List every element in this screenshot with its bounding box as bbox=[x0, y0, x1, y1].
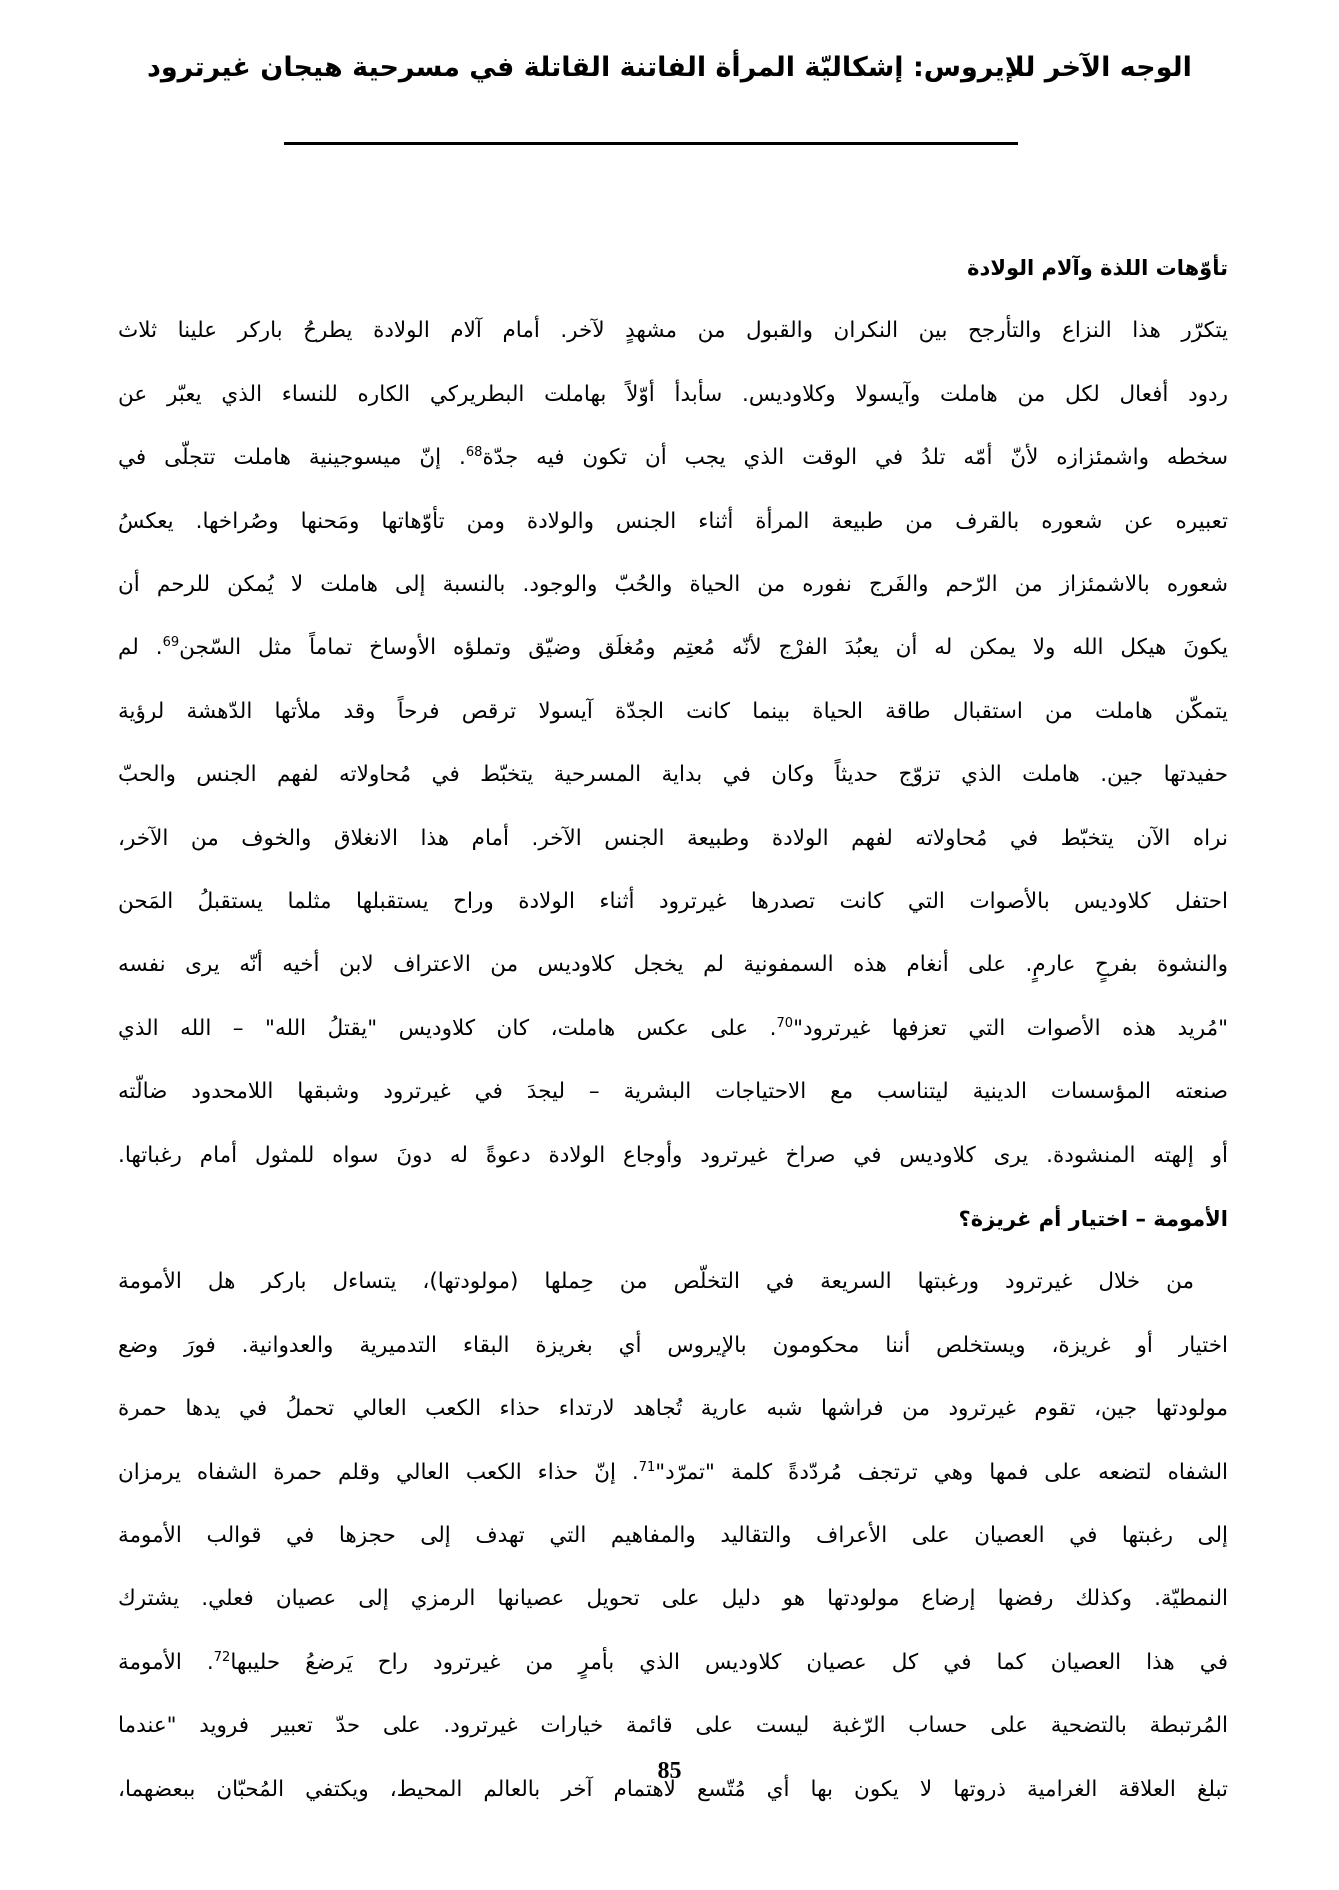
paragraph-line bbox=[118, 1516, 1228, 1556]
line-text: حفيدتها جين. هاملت الذي تزوّج حديثاً وكان في بداية المسرحية يتخبّط في مُحاولاته لفهم الجنس والحبّ bbox=[118, 762, 1228, 788]
line-text: صنعته المؤسسات الدينية ليتناسب مع الاحتياجات البشرية – ليجدَ في غيرترود وشبقها اللامحدود ضالّته bbox=[118, 1079, 1228, 1105]
paragraph-line bbox=[118, 1706, 1228, 1746]
line-text: الشفاه لتضعه على فمها وهي ترتجف مُردّدةً كلمة "تمرّد" bbox=[655, 1459, 1228, 1485]
paragraph-line bbox=[118, 502, 1228, 542]
line-text: شعوره بالاشمئزاز من الرّحم والفَرج نفوره من الحياة والحُبّ والوجود. بالنسبة إلى هاملت لا يُمكن للرحم أن bbox=[118, 572, 1228, 597]
line-text: تعبيره عن شعوره بالقرف من طبيعة المرأة أثناء الجنس والولادة ومن تأوّهاتها ومَحنها وصُراخها. يعكسُ bbox=[118, 508, 1228, 534]
line-text: . إنّ حذاء الكعب العالي وقلم حمرة الشفاه يرمزان bbox=[118, 1459, 639, 1485]
line-text: يتمكّن هاملت من استقبال طاقة الحياة بينما كانت الجدّة آيسولا ترقص فرحاً وقد ملأتها الدّهشة لرؤية bbox=[118, 698, 1228, 724]
line-text: . لم bbox=[118, 635, 163, 661]
paragraph-line bbox=[118, 1579, 1228, 1619]
paragraph-line bbox=[118, 945, 1228, 985]
footnote-ref: 69 bbox=[162, 635, 180, 651]
paragraph-line bbox=[118, 628, 1228, 668]
line-text: النمطيّة. وكذلك رفضها إرضاع مولودتها هو دليل على تحويل عصيانها الرمزي إلى عصيان فعلي. يشترك bbox=[118, 1586, 1228, 1612]
line-text: الأمومة – اختيار أم غريزة؟ bbox=[958, 1207, 1228, 1231]
line-text: أو إلهته المنشودة. يرى كلاوديس في صراخ غيرترود وأوجاع الولادة دعوةً له دونَ سواه للمثول أمام رغباتها. bbox=[118, 1142, 1228, 1168]
line-text: اختيار أو غريزة، ويستخلص أننا محكومون بالإيروس أي بغريزة البقاء التدميرية والعدوانية. فورَ وضع bbox=[118, 1332, 1228, 1358]
paragraph-line bbox=[118, 819, 1228, 859]
paragraph-line bbox=[118, 1009, 1228, 1049]
line-text: "مُريد هذه الأصوات التي تعزفها غيرترود" bbox=[793, 1015, 1228, 1041]
paragraph-line bbox=[118, 1389, 1228, 1429]
paragraph-line bbox=[118, 1072, 1228, 1112]
line-text: احتفل كلاوديس بالأصوات التي كانت تصدرها غيرترود أثناء الولادة وراح يستقبلها مثلما يستقبلُ المَحن bbox=[118, 889, 1228, 914]
line-text: ردود أفعال لكل من هاملت وآيسولا وكلاوديس. سأبدأ أوّلاً بهاملت البطريركي الكاره للنساء الذي يعبّر عن bbox=[118, 381, 1228, 407]
page-number: 85 bbox=[657, 1758, 682, 1784]
line-text: من خلال غيرترود ورغبتها السريعة في التخلّص من حِملها (مولودتها)، يتساءل باركر هل الأمومة bbox=[118, 1269, 1194, 1295]
paragraph-line bbox=[118, 1262, 1228, 1302]
line-text: مولودتها جين، تقوم غيرترود من فراشها شبه عارية تُجاهد لارتداء حذاء الكعب العالي تحملُ في يدها حمرة bbox=[118, 1396, 1228, 1422]
line-text: سخطه واشمئزازه لأنّ أمّه تلدُ في الوقت الذي يجب أن تكون فيه جدّة bbox=[482, 445, 1228, 471]
paragraph-line bbox=[118, 438, 1228, 478]
paragraph-line bbox=[118, 882, 1228, 922]
paragraph-line bbox=[118, 565, 1228, 605]
header-divider bbox=[284, 142, 1018, 145]
line-text: في هذا العصيان كما في كل عصيان كلاوديس الذي بأمرٍ من غيرترود راح يَرضعُ حليبها bbox=[230, 1649, 1228, 1675]
paragraph-line bbox=[118, 1136, 1228, 1176]
line-text: المُرتبطة بالتضحية على حساب الرّغبة ليست على قائمة خيارات غيرترود. على حدّ تعبير فرويد "عندما bbox=[118, 1713, 1228, 1739]
section-heading bbox=[118, 1199, 1228, 1239]
line-text: . الأمومة bbox=[118, 1649, 214, 1675]
paragraph-line bbox=[118, 1643, 1228, 1683]
running-header-title: الوجه الآخر للإيروس: إشكاليّة المرأة الفاتنة القاتلة في مسرحية هيجان غيرترود bbox=[147, 52, 1192, 83]
line-text: نراه الآن يتخبّط في مُحاولاته لفهم الولادة وطبيعة الجنس الآخر. أمام هذا الانغلاق والخوف من الآخر، bbox=[118, 825, 1228, 851]
line-text: تبلغ العلاقة الغرامية ذروتها لا يكون بها أي مُتّسع لاهتمام آخر بالعالم المحيط، ويكتفي المُحبّان ببعضهما، bbox=[118, 1776, 1228, 1802]
footnote-ref: 72 bbox=[213, 1649, 231, 1665]
line-text: تأوّهات اللذة وآلام الولادة bbox=[967, 256, 1228, 280]
footnote-ref: 71 bbox=[638, 1459, 656, 1475]
line-text: يكونَ هيكل الله ولا يمكن له أن يعبُدَ الفرْج لأنّه مُعتِم ومُغلَق وضيّق وتملؤه الأوساخ تماماً مثل السّجن bbox=[179, 635, 1228, 661]
line-text: . إنّ ميسوجينية هاملت تتجلّى في bbox=[118, 445, 466, 471]
line-text: إلى رغبتها في العصيان على الأعراف والتقاليد والمفاهيم التي تهدف إلى حجزها في قوالب الأمومة bbox=[118, 1523, 1228, 1548]
line-text: يتكرّر هذا النزاع والتأرجح بين النكران والقبول من مشهدٍ لآخر. أمام آلام الولادة يطرحُ باركر علينا ثلاث bbox=[118, 318, 1228, 344]
paragraph-line bbox=[118, 375, 1228, 415]
paragraph-line bbox=[118, 1326, 1228, 1366]
section-heading bbox=[118, 248, 1228, 288]
footnote-ref: 68 bbox=[465, 445, 483, 461]
line-text: . على عكس هاملت، كان كلاوديس "يقتلُ الله" – الله الذي bbox=[118, 1015, 777, 1041]
paragraph-line bbox=[118, 311, 1228, 351]
paragraph-line bbox=[118, 1453, 1228, 1493]
footnote-ref: 70 bbox=[776, 1015, 794, 1031]
paragraph-line bbox=[118, 755, 1228, 795]
line-text: والنشوة بفرحٍ عارمٍ. على أنغام هذه السمفونية لم يخجل كلاوديس من الاعتراف لابن أخيه أنّه يرى نفسه bbox=[118, 952, 1228, 978]
paragraph-line bbox=[118, 692, 1228, 732]
